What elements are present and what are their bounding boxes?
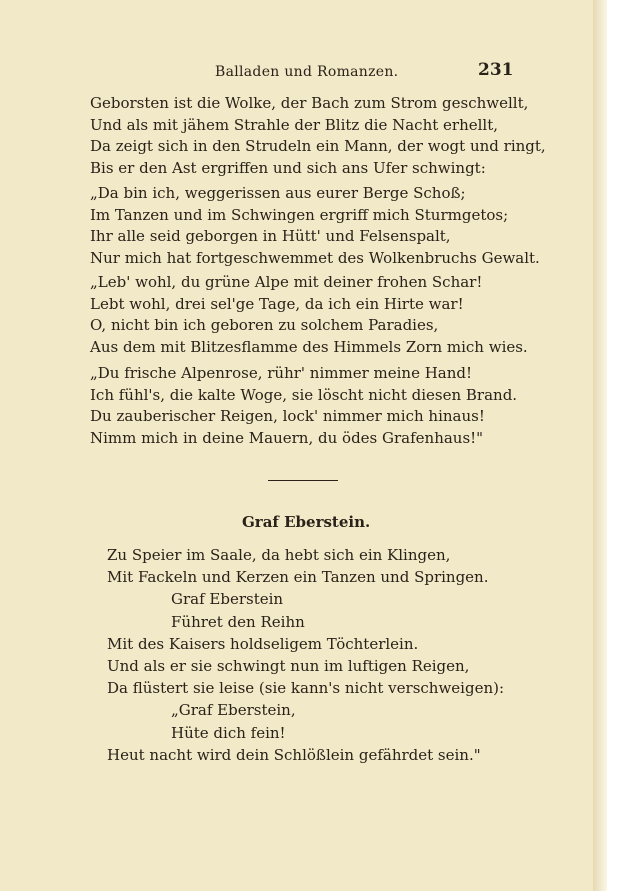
verse-line: Aus dem mit Blitzesflamme des Himmels Zorn mich wies. [90,337,528,356]
page-number: 231 [478,60,514,80]
verse-line: Im Tanzen und im Schwingen ergriff mich Sturmgetos; [90,205,509,224]
poem-title: Graf Eberstein. [242,513,371,531]
verse-line-indented: Führet den Reihn [171,612,305,631]
verse-line-indented: „Graf Eberstein, [171,701,296,720]
section-divider [268,480,338,481]
verse-line: „Du frische Alpenrose, rühr' nimmer meine Hand! [90,364,473,382]
verse-line: Nimm mich in deine Mauern, du ödes Grafenhaus!" [90,428,484,447]
verse-line: Ihr alle seid geborgen in Hütt' und Felsenspalt, [90,227,451,246]
stanza [90,272,528,358]
stanza [90,93,546,179]
verse-line: Mit Fackeln und Kerzen ein Tanzen und Springen. [107,568,489,587]
verse-line: Da flüstert sie leise (sie kann's nicht verschweigen): [107,679,505,698]
stanza [90,363,518,449]
poem-stanza [107,544,527,655]
verse-line: O, nicht bin ich geboren zu solchem Paradies, [90,316,439,335]
verse-line: Geborsten ist die Wolke, der Bach zum Strom geschwellt, [90,94,529,112]
verse-line: Heut nacht wird dein Schlößlein gefährdet sein." [107,745,481,764]
verse-line-indented: Hüte dich fein! [171,723,286,742]
verse-line: Nur mich hat fortgeschwemmet des Wolkenbruchs Gewalt. [90,248,540,267]
poem-stanza [107,655,527,766]
verse-line: Da zeigt sich in den Strudeln ein Mann, der wogt und ringt, [90,137,546,156]
verse-line: Ich fühl's, die kalte Woge, sie löscht nicht diesen Brand. [90,385,518,404]
verse-line: „Leb' wohl, du grüne Alpe mit deiner frohen Schar! [90,273,483,291]
verse-line: Bis er den Ast ergriffen und sich ans Ufer schwingt: [90,158,486,177]
verse-line: Zu Speier im Saale, da hebt sich ein Klingen, [107,546,451,564]
verse-line: „Da bin ich, weggerissen aus eurer Berge Schoß; [90,184,466,202]
verse-line: Und als er sie schwingt nun im luftigen Reigen, [107,657,470,675]
verse-line: Lebt wohl, drei sel'ge Tage, da ich ein Hirte war! [90,294,464,313]
running-header: Balladen und Romanzen. [215,64,399,80]
verse-line: Du zauberischer Reigen, lock' nimmer mich hinaus! [90,407,485,426]
verse-line: Und als mit jähem Strahle der Blitz die Nacht erhellt, [90,115,499,134]
verse-line: Mit des Kaisers holdseligem Töchterlein. [107,634,419,653]
verse-line-indented: Graf Eberstein [171,590,284,609]
stanza [90,183,540,269]
page-edge [593,0,607,891]
